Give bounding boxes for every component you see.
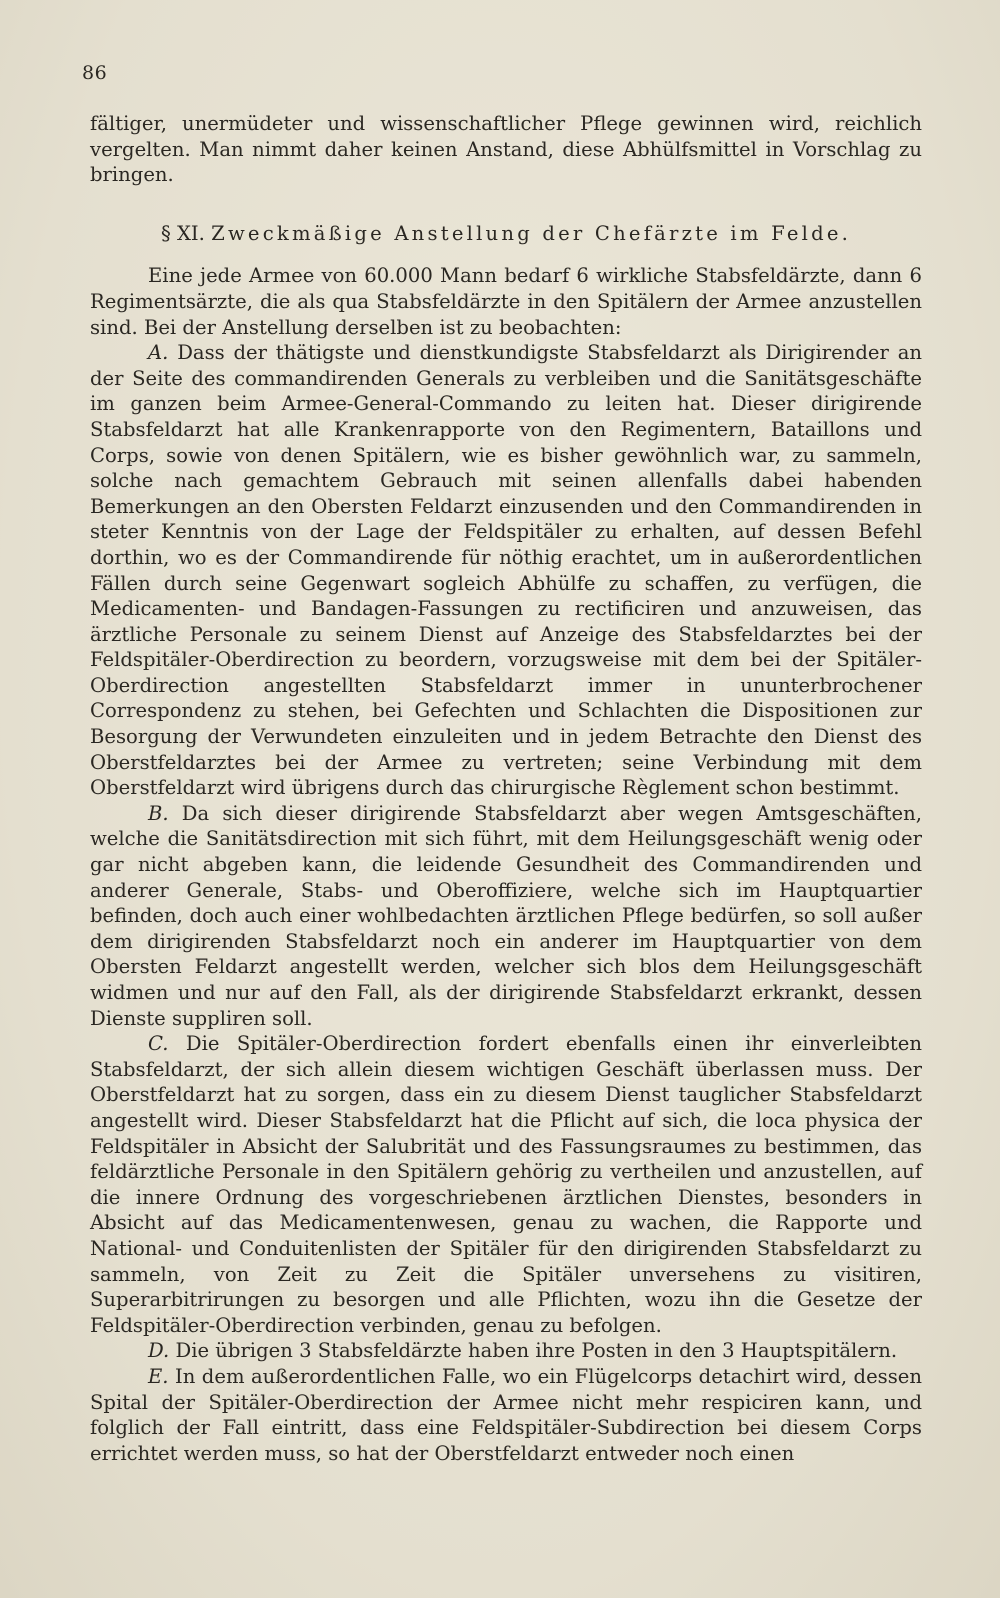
item-text: Die Spitäler-Oberdirection fordert ebenfalls einen ihr einverleibten Stabsfeldarzt, der sich allein diesem wichtigen Geschäft überlassen muss. Der Oberstfeldarzt hat zu sorgen, dass ein zu diesem Dienst tauglicher Stabsfeldarzt angestellt wird. Dieser Stabsfeldarzt hat die Pflicht auf sich, die loca physica der Feldspitäler in Absicht der Salubrität und des Fassungsraumes zu bestimmen, das feldärztliche Personale in den Spitälern gehörig zu vertheilen und anzustellen, auf die innere Ordnung des vorgeschriebenen ärztlichen Dienstes, besonders in Absicht auf das Medicamentenwesen, genau zu wachen, die Rapporte und National- und Conduitenlisten der Spitäler für den dirigirenden Stabsfeldarzt zu sammeln, von Zeit zu Zeit die Spitäler unversehens zu visitiren, Superarbitrirungen zu besorgen und alle Pflichten, wozu ihn die Gesetze der Feldspitäler-Oberdirection verbinden, genau zu befolgen. (90, 1032, 922, 1337)
item-letter: A. (148, 341, 169, 365)
list-item (90, 801, 922, 1031)
item-letter: E. (148, 1364, 169, 1388)
list-item (90, 1364, 922, 1466)
section-mark: § (160, 221, 171, 245)
item-letter: C. (148, 1032, 169, 1056)
item-text: In dem außerordentlichen Falle, wo ein Flügelcorps detachirt wird, dessen Spital der Spitäler-Oberdirection der Armee nicht mehr respiciren kann, und folglich der Fall eintritt, dass eine Feldspitäler-Subdirection bei diesem Corps errichtet werden muss, so hat der Oberstfeldarzt entweder noch einen (90, 1364, 922, 1465)
paragraph: Eine jede Armee von 60.000 Mann bedarf 6 wirkliche Stabsfeldärzte, dann 6 Regimentsärzte, die als qua Stabsfeldärzte in den Spitälern der Armee anzustellen sind. Bei der Anstellung derselben ist zu beobachten: (90, 264, 922, 339)
section-title: Zweckmäßige Anstellung der Chefärzte im Felde. (211, 221, 852, 245)
body-text (90, 111, 922, 1466)
item-letter: B. (148, 801, 169, 825)
page-number: 86 (82, 62, 108, 84)
section-number: XI. (176, 221, 205, 245)
list-item (90, 1031, 922, 1338)
section-heading (90, 221, 922, 247)
item-letter: D. (148, 1339, 170, 1363)
item-text: Da sich dieser dirigirende Stabsfeldarzt aber wegen Amtsgeschäften, welche die Sanitätsdirection mit sich führt, mit dem Heilungsgeschäft wenig oder gar nicht abgeben kann, die leidende Gesundheit des Commandirenden und anderer Generale, Stabs- und Oberoffiziere, welche sich im Hauptquartier befinden, doch auch einer wohlbedachten ärztlichen Pflege bedürfen, so soll außer dem dirigirenden Stabsfeldarzt noch ein anderer im Hauptquartier von dem Obersten Feldarzt angestellt werden, welcher sich blos dem Heilungsgeschäft widmen und nur auf den Fall, als der dirigirende Stabsfeldarzt erkrankt, dessen Dienste suppliren soll. (90, 801, 923, 1030)
list-item (90, 340, 922, 801)
list-item (90, 1338, 922, 1364)
continued-paragraph: fältiger, unermüdeter und wissenschaftlicher Pflege gewinnen wird, reichlich vergelten. Man nimmt daher keinen Anstand, diese Abhülfsmittel in Vorschlag zu bringen. (90, 112, 922, 187)
item-text: Die übrigen 3 Stabsfeldärzte haben ihre Posten in den 3 Hauptspitälern. (175, 1339, 898, 1363)
item-text: Dass der thätigste und dienstkundigste Stabsfeldarzt als Dirigirender an der Seite des commandirenden Generals zu verbleiben und die Sanitätsgeschäfte im ganzen beim Armee-General-Commando zu leiten hat. Dieser dirigirende Stabsfeldarzt hat alle Krankenrapporte von den Regimentern, Bataillons und Corps, sowie von denen Spitälern, wie es bisher gewöhnlich war, zu sammeln, solche nach gemachtem Gebrauch mit seinen allenfalls dabei habenden Bemerkungen an den Obersten Feldarzt einzusenden und den Commandirenden in steter Kenntnis von der Lage der Feldspitäler zu erhalten, auf dessen Befehl dorthin, wo es der Commandirende für nöthig erachtet, um in außerordentlichen Fällen durch seine Gegenwart sogleich Abhülfe zu schaffen, zu verfügen, die Medicamenten- und Bandagen-Fassungen zu rectificiren und anzuweisen, das ärztliche Personale zu seinem Dienst auf Anzeige des Stabsfeldarztes bei der Feldspitäler-Oberdirection zu beordern, vorzugsweise mit dem bei der Spitäler-Oberdirection angestellten Stabsfeldarzt immer in ununterbrochener Correspondenz zu stehen, bei Gefechten und Schlachten die Dispositionen zur Besorgung der Verwundeten einzuleiten und in jedem Betrachte den Dienst des Oberstfeldarztes bei der Armee zu vertreten; seine Verbindung mit dem Oberstfeldarzt wird übrigens durch das chirurgische Règlement schon bestimmt. (90, 341, 922, 800)
